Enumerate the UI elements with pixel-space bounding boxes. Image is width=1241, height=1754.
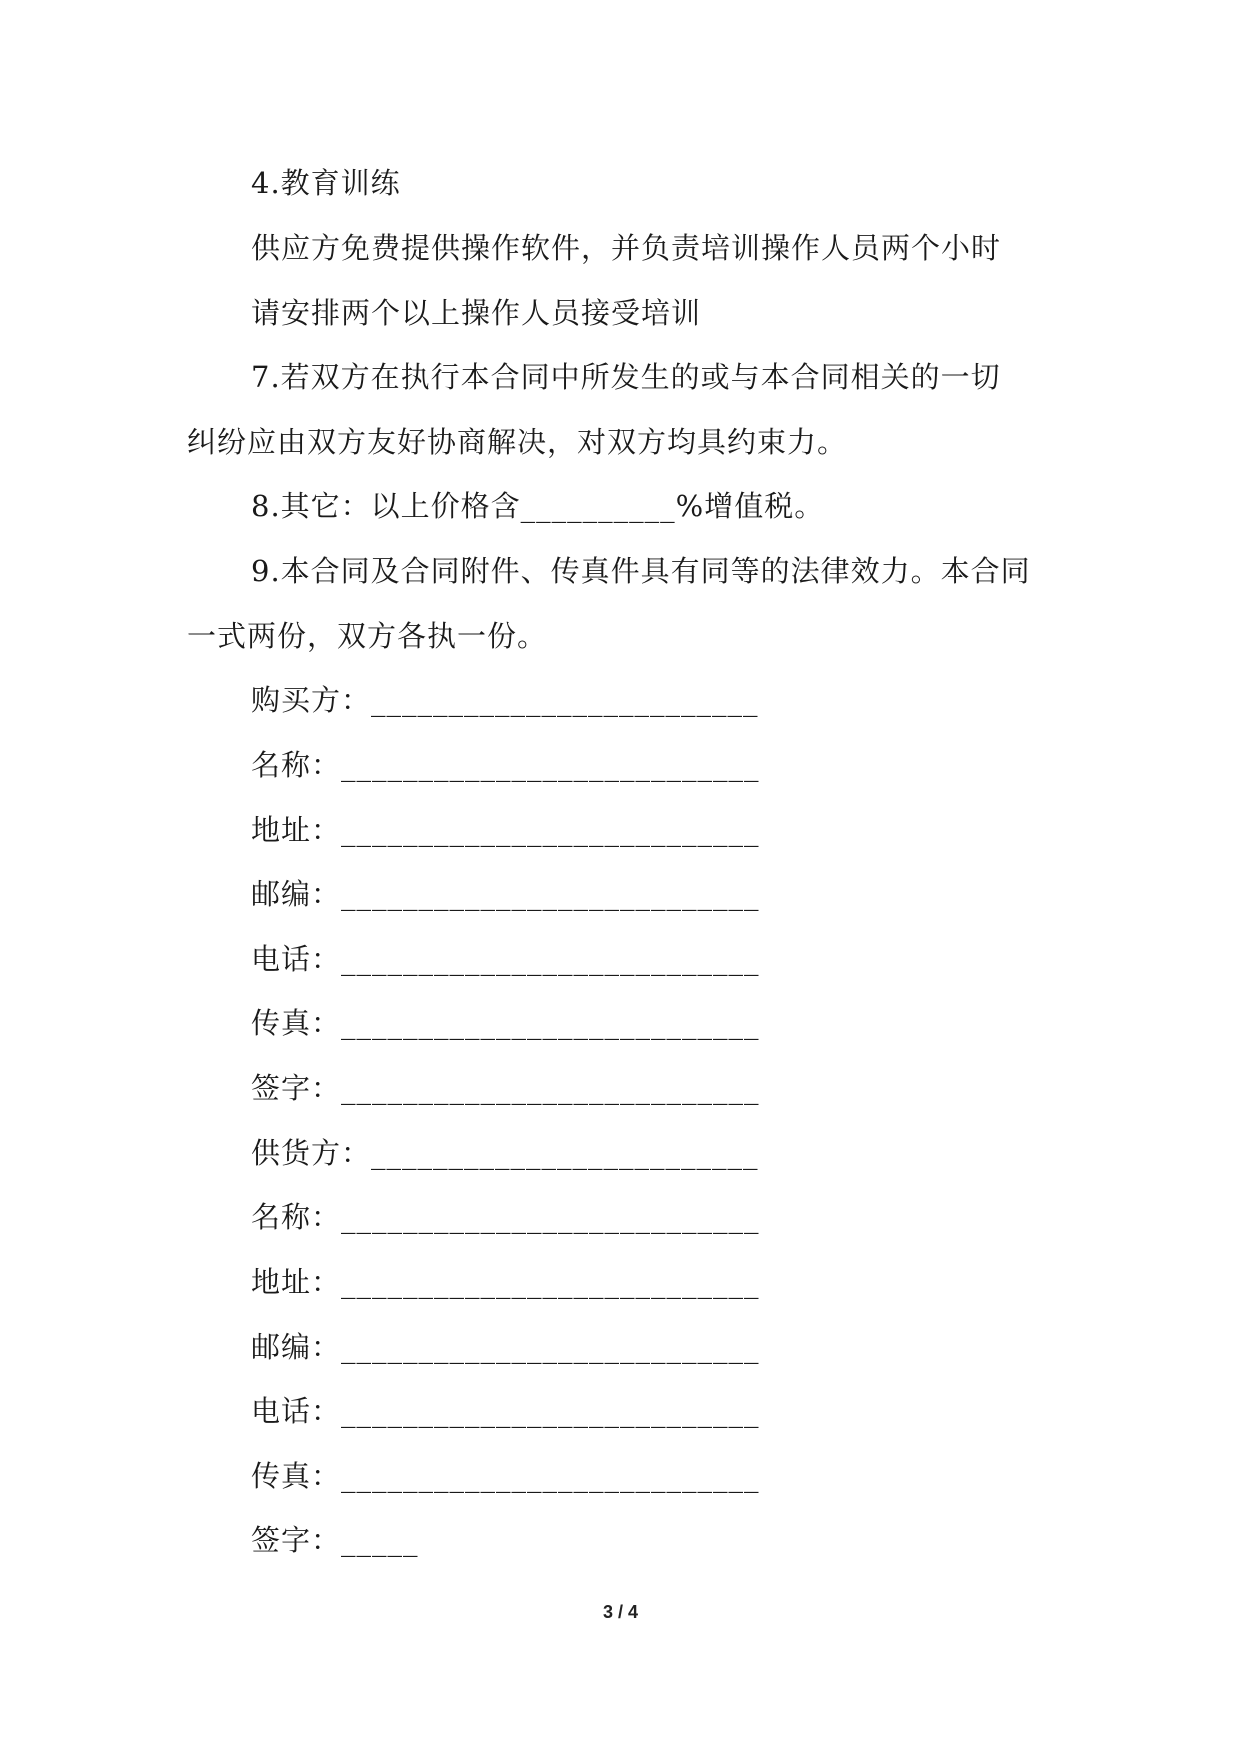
buyer-signature-field: 签字：___________________________ [251, 1071, 760, 1105]
clause-7-line-2: 纠纷应由双方友好协商解决，对双方均具约束力。 [187, 425, 848, 459]
supplier-address-field: 地址：___________________________ [251, 1265, 760, 1299]
supplier-name-field: 名称：___________________________ [251, 1200, 760, 1234]
buyer-phone-field: 电话：___________________________ [251, 942, 760, 976]
supplier-phone-field: 电话：___________________________ [251, 1394, 760, 1428]
buyer-address-field: 地址：___________________________ [251, 813, 760, 847]
supplier-fax-field: 传真：___________________________ [251, 1459, 760, 1493]
supplier-postcode-field: 邮编：___________________________ [251, 1330, 760, 1364]
supplier-signature-field: 签字：_____ [251, 1523, 419, 1557]
clause-8-tax: 8.其它：以上价格含__________%增值税。 [251, 489, 825, 523]
paragraph-training-text: 供应方免费提供操作软件，并负责培训操作人员两个小时 [251, 231, 1002, 265]
supplier-label: 供货方：_________________________ [251, 1136, 759, 1170]
buyer-postcode-field: 邮编：___________________________ [251, 877, 760, 911]
buyer-label: 购买方：_________________________ [251, 683, 759, 717]
clause-9-line-2: 一式两份，双方各执一份。 [187, 619, 548, 653]
page-number: 3 / 4 [602, 1602, 639, 1622]
buyer-name-field: 名称：___________________________ [251, 748, 760, 782]
clause-9-line-1: 9.本合同及合同附件、传真件具有同等的法律效力。本合同 [251, 554, 1031, 588]
clause-7-line-1: 7.若双方在执行本合同中所发生的或与本合同相关的一切 [251, 360, 1001, 394]
paragraph-training-note: 请安排两个以上操作人员接受培训 [251, 296, 702, 330]
buyer-fax-field: 传真：___________________________ [251, 1006, 760, 1040]
section-heading-training: 4.教育训练 [251, 166, 401, 200]
